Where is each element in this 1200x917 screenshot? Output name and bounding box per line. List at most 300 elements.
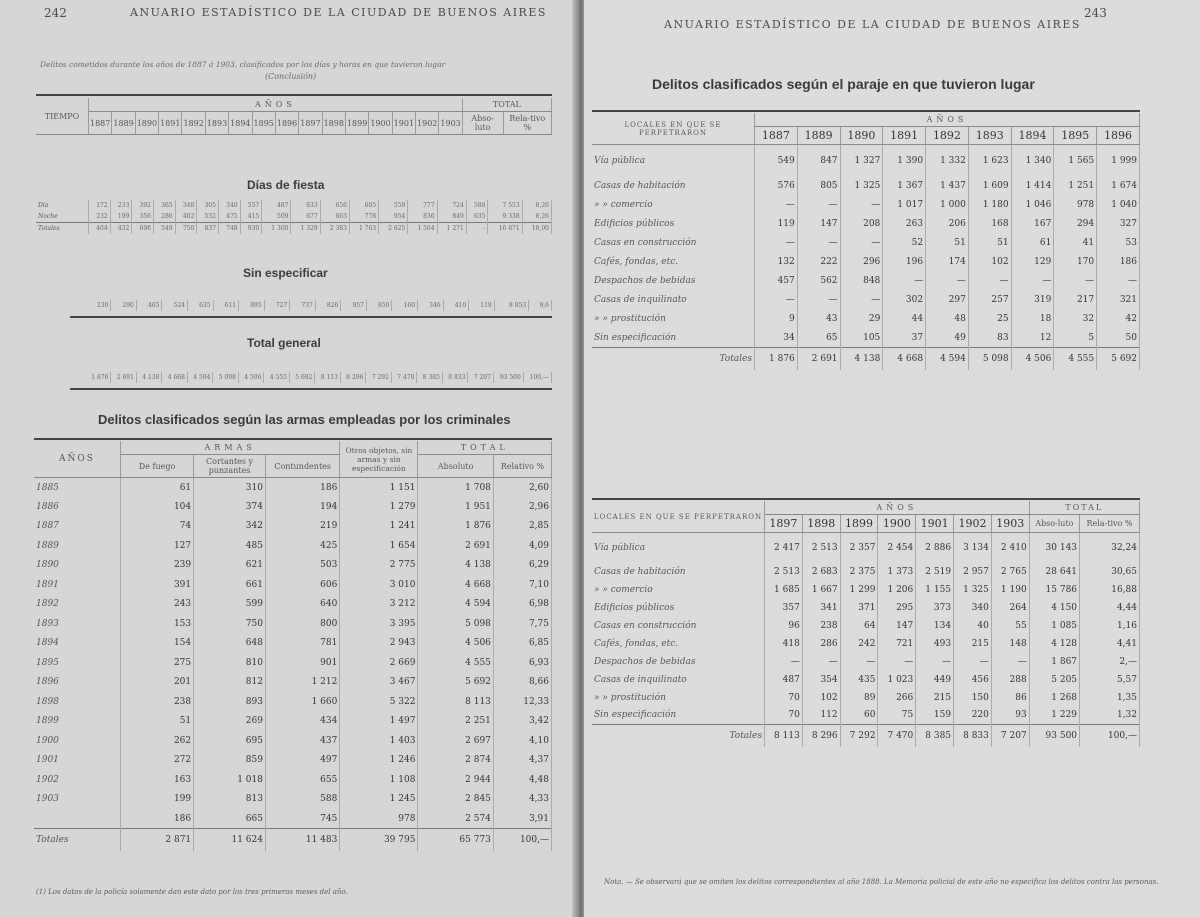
data-cell: 119 — [469, 300, 495, 311]
total-cell: 11 624 — [194, 829, 266, 851]
data-cell: 8 113 — [315, 372, 341, 383]
data-cell: 778 — [349, 211, 378, 223]
total-general-table — [86, 372, 552, 383]
data-cell: 168 — [968, 215, 1011, 234]
row-label: Edificios públicos — [592, 599, 765, 617]
total-cell: 65 773 — [418, 829, 493, 851]
totals-label: Totales — [592, 348, 755, 370]
data-cell: 1 327 — [840, 145, 883, 177]
data-cell: 1 299 — [840, 581, 878, 599]
data-cell: 557 — [240, 200, 262, 211]
data-cell: 4,10 — [493, 731, 551, 751]
data-cell: — — [1011, 272, 1054, 291]
dias-heading: Días de fiesta — [247, 178, 325, 192]
data-cell: 206 — [926, 215, 969, 234]
data-cell: 1 373 — [878, 563, 916, 581]
year-label: 1902 — [34, 770, 120, 790]
data-cell: 4 594 — [418, 595, 493, 615]
data-cell: 18,00 — [522, 223, 551, 235]
data-cell: 611 — [213, 300, 239, 311]
data-cell: 1 332 — [926, 145, 969, 177]
continued-note: (Conclusión) — [265, 72, 317, 81]
data-cell: 52 — [883, 234, 926, 253]
arms-row — [34, 634, 552, 654]
total-cell: 93 500 — [1029, 725, 1079, 747]
totals-row-2 — [592, 725, 1140, 747]
total-cell: 7 207 — [991, 725, 1029, 747]
year-header: 1903 — [439, 112, 462, 135]
arms-row — [34, 692, 552, 712]
data-cell: 365 — [153, 200, 175, 211]
data-cell: 1 414 — [1011, 177, 1054, 196]
locales-row — [592, 272, 1140, 291]
data-cell: 1 867 — [1029, 653, 1079, 671]
data-cell: 812 — [194, 673, 266, 693]
row-label: Edificios públicos — [592, 215, 755, 234]
data-cell: 1 000 — [926, 196, 969, 215]
total-cell: 2 691 — [797, 348, 840, 370]
data-cell: 18 — [1011, 310, 1054, 329]
data-cell: 978 — [340, 809, 418, 829]
data-cell: 437 — [265, 731, 339, 751]
data-cell: 44 — [883, 310, 926, 329]
data-cell: 96 — [765, 617, 803, 635]
rel-header: Rela-tivo % — [1080, 515, 1140, 533]
data-cell: 1 190 — [991, 581, 1029, 599]
year-header: 1894 — [229, 112, 252, 135]
row-label: » » prostitución — [592, 689, 765, 707]
sin-especificar-table — [86, 300, 552, 311]
data-cell: 275 — [120, 653, 193, 673]
year-label: 1901 — [34, 751, 120, 771]
data-cell: 1 180 — [968, 196, 1011, 215]
data-cell: 263 — [883, 215, 926, 234]
data-cell: 810 — [194, 653, 266, 673]
data-cell: 327 — [1097, 215, 1140, 234]
data-cell: 83 — [968, 329, 1011, 348]
data-cell: 5 692 — [289, 372, 315, 383]
data-cell: — — [926, 272, 969, 291]
year-header: 1896 — [1097, 127, 1140, 145]
rule — [70, 388, 552, 390]
year-header: 1889 — [797, 127, 840, 145]
total-cell: 4 138 — [840, 348, 883, 370]
year-header: 1898 — [802, 515, 840, 533]
data-cell: 7 553 — [488, 200, 522, 211]
data-cell: 150 — [954, 689, 992, 707]
data-cell: 837 — [197, 223, 219, 235]
total-cell: 4 668 — [883, 348, 926, 370]
data-cell: 129 — [1011, 253, 1054, 272]
data-cell: 978 — [1054, 196, 1097, 215]
data-cell: — — [765, 653, 803, 671]
data-cell: 957 — [341, 300, 367, 311]
data-cell: 29 — [840, 310, 883, 329]
data-cell: 2,60 — [493, 478, 551, 498]
arms-row — [34, 790, 552, 810]
data-cell: 750 — [194, 614, 266, 634]
total-cell: 100,— — [1080, 725, 1140, 747]
data-cell: 847 — [797, 145, 840, 177]
data-cell: 346 — [418, 300, 444, 311]
years-row — [36, 112, 552, 135]
total-cell: 4 506 — [1011, 348, 1054, 370]
locales-row — [592, 635, 1140, 653]
data-cell: 1 654 — [340, 536, 418, 556]
year-header: 1891 — [159, 112, 182, 135]
anos-header-1: AÑOS — [755, 113, 1140, 127]
data-cell: 102 — [968, 253, 1011, 272]
data-cell: 290 — [111, 300, 137, 311]
data-cell: 893 — [194, 692, 266, 712]
data-cell: 319 — [1011, 291, 1054, 310]
data-cell: 186 — [1097, 253, 1140, 272]
data-cell: 4,37 — [493, 751, 551, 771]
data-cell: 208 — [840, 215, 883, 234]
data-cell: 4 668 — [162, 372, 188, 383]
row-label: Casas en construcción — [592, 234, 755, 253]
locales-row — [592, 145, 1140, 177]
data-cell: 2 454 — [878, 533, 916, 563]
data-cell: 1 325 — [840, 177, 883, 196]
arms-table — [34, 441, 552, 851]
data-cell: — — [968, 272, 1011, 291]
data-cell: 2 683 — [802, 563, 840, 581]
data-cell: 8 833 — [442, 372, 468, 383]
row-label: » » comercio — [592, 581, 765, 599]
locales-row — [592, 329, 1140, 348]
year-label: 1900 — [34, 731, 120, 751]
data-cell: 1 017 — [883, 196, 926, 215]
data-cell: — — [916, 653, 954, 671]
year-label: 1898 — [34, 692, 120, 712]
row-label: Casas de inquilinato — [592, 671, 765, 689]
year-header: 1889 — [112, 112, 135, 135]
year-header: 1901 — [916, 515, 954, 533]
data-cell: 112 — [802, 707, 840, 725]
locales-table-1 — [592, 113, 1140, 370]
data-cell: 220 — [954, 707, 992, 725]
data-cell: 4 506 — [238, 372, 264, 383]
data-cell: 404 — [89, 223, 111, 235]
data-cell: — — [755, 196, 798, 215]
arms-row — [34, 536, 552, 556]
total-cell: 4 555 — [1054, 348, 1097, 370]
data-cell: 4 138 — [136, 372, 162, 383]
data-cell: 32 — [1054, 310, 1097, 329]
data-cell: 1 685 — [765, 581, 803, 599]
data-cell: 1,16 — [1080, 617, 1140, 635]
data-cell: 239 — [120, 556, 193, 576]
row-label: Totales — [36, 223, 89, 235]
data-cell: 222 — [797, 253, 840, 272]
data-cell: 6,29 — [493, 556, 551, 576]
data-cell: 2 697 — [418, 731, 493, 751]
data-cell: 257 — [968, 291, 1011, 310]
dias-row — [36, 223, 552, 235]
data-cell: 159 — [916, 707, 954, 725]
data-cell: — — [755, 291, 798, 310]
data-cell: 28 641 — [1029, 563, 1079, 581]
data-cell: 127 — [120, 536, 193, 556]
data-cell: 340 — [218, 200, 240, 211]
time-table-header — [36, 98, 552, 135]
dias-row — [36, 211, 552, 223]
data-cell: 7,10 — [493, 575, 551, 595]
arms-anos-header: AÑOS — [34, 441, 120, 478]
data-cell: 1 497 — [340, 712, 418, 732]
year-label — [34, 809, 120, 829]
row-label: Vía pública — [592, 533, 765, 563]
data-cell: 1,32 — [1080, 707, 1140, 725]
data-cell: 49 — [926, 329, 969, 348]
locales-row — [592, 707, 1140, 725]
rule — [592, 498, 1140, 500]
data-cell: 172 — [89, 200, 111, 211]
data-cell: 648 — [194, 634, 266, 654]
locales-row — [592, 310, 1140, 329]
left-page — [0, 0, 578, 917]
data-cell: 4,48 — [493, 770, 551, 790]
year-header: 1900 — [369, 112, 392, 135]
running-head-right: ANUARIO ESTADÍSTICO DE LA CIUDAD DE BUENOS AIRES — [664, 18, 1081, 31]
data-cell: 5 098 — [213, 372, 239, 383]
data-cell: 4 128 — [1029, 635, 1079, 653]
locales-row — [592, 533, 1140, 563]
data-cell: 487 — [262, 200, 291, 211]
data-cell: 895 — [239, 300, 265, 311]
data-cell: 243 — [120, 595, 193, 615]
data-cell: 147 — [878, 617, 916, 635]
data-cell: 2 765 — [991, 563, 1029, 581]
arms-row — [34, 712, 552, 732]
data-cell: 8 113 — [418, 692, 493, 712]
data-cell: 238 — [802, 617, 840, 635]
data-cell: 826 — [315, 300, 341, 311]
data-cell: 410 — [443, 300, 469, 311]
data-cell: 217 — [1054, 291, 1097, 310]
data-cell: 813 — [194, 790, 266, 810]
data-cell: 415 — [240, 211, 262, 223]
data-cell: 1 390 — [883, 145, 926, 177]
data-cell: 2 669 — [340, 653, 418, 673]
locales-row — [592, 671, 1140, 689]
data-cell: 1 040 — [1097, 196, 1140, 215]
data-cell: — — [797, 234, 840, 253]
locales-table-2 — [592, 501, 1140, 747]
data-cell: 2 519 — [916, 563, 954, 581]
page-number-right: 243 — [1084, 6, 1107, 20]
data-cell: 781 — [265, 634, 339, 654]
data-cell: 6,93 — [493, 653, 551, 673]
data-cell: 635 — [187, 300, 213, 311]
year-label: 1894 — [34, 634, 120, 654]
data-cell: 635 — [466, 211, 488, 223]
data-cell: 12,33 — [493, 692, 551, 712]
data-cell: 509 — [262, 211, 291, 223]
relativo-header: Relativo % — [493, 455, 551, 478]
row-label: Sin especificación — [592, 329, 755, 348]
data-cell: 621 — [194, 556, 266, 576]
data-cell: 55 — [991, 617, 1029, 635]
anos-header-2: AÑOS — [765, 501, 1030, 515]
data-cell: — — [802, 653, 840, 671]
total-cell: 2 871 — [120, 829, 193, 851]
data-cell: 559 — [379, 200, 408, 211]
data-cell: 93 500 — [493, 372, 523, 383]
data-cell: 373 — [916, 599, 954, 617]
data-cell: 7 207 — [468, 372, 494, 383]
data-cell: 1 667 — [802, 581, 840, 599]
right-page — [584, 0, 1200, 917]
fuego-header: De fuego — [120, 455, 193, 478]
data-cell: 7 470 — [391, 372, 417, 383]
data-cell: 432 — [110, 223, 132, 235]
page-number-left: 242 — [44, 6, 67, 20]
data-cell: 5,57 — [1080, 671, 1140, 689]
data-cell: 51 — [926, 234, 969, 253]
data-cell: 633 — [291, 200, 320, 211]
data-cell: 199 — [120, 790, 193, 810]
data-cell: 41 — [1054, 234, 1097, 253]
data-cell: 340 — [954, 599, 992, 617]
data-cell: 4,41 — [1080, 635, 1140, 653]
data-cell: 2 383 — [320, 223, 349, 235]
data-cell: 1 609 — [968, 177, 1011, 196]
data-cell: 4 555 — [418, 653, 493, 673]
data-cell: 32,24 — [1080, 533, 1140, 563]
arms-totals-row — [34, 829, 552, 851]
data-cell: 661 — [194, 575, 266, 595]
arms-row — [34, 673, 552, 693]
data-cell: 391 — [120, 575, 193, 595]
data-cell: 1 023 — [878, 671, 916, 689]
data-cell: 310 — [194, 478, 266, 498]
data-cell: 42 — [1097, 310, 1140, 329]
locales-row — [592, 689, 1140, 707]
data-cell: — — [840, 234, 883, 253]
otros-header: Otros objetos, sin armas y sin especificación — [340, 441, 418, 478]
data-cell: 5 205 — [1029, 671, 1079, 689]
data-cell: 374 — [194, 497, 266, 517]
data-cell: 665 — [194, 809, 266, 829]
data-cell: 232 — [89, 211, 111, 223]
year-label: 1892 — [34, 595, 120, 615]
data-cell: 532 — [197, 211, 219, 223]
data-cell: 215 — [954, 635, 992, 653]
armas-header: ARMAS — [120, 441, 339, 455]
data-cell: 1 229 — [1029, 707, 1079, 725]
data-cell: 286 — [802, 635, 840, 653]
data-cell: 242 — [840, 635, 878, 653]
data-cell: 348 — [175, 200, 197, 211]
year-label: 1893 — [34, 614, 120, 634]
data-cell: 930 — [240, 223, 262, 235]
data-cell: 698 — [132, 223, 154, 235]
data-cell: 61 — [120, 478, 193, 498]
data-cell: 371 — [840, 599, 878, 617]
row-label: Vía pública — [592, 145, 755, 177]
data-cell: 9 — [755, 310, 798, 329]
data-cell: 727 — [264, 300, 290, 311]
data-cell: 1 212 — [265, 673, 339, 693]
data-cell: — — [883, 272, 926, 291]
year-label: 1886 — [34, 497, 120, 517]
data-cell: 8 385 — [417, 372, 443, 383]
row-label: Cafés, fondas, etc. — [592, 253, 755, 272]
data-cell: 51 — [120, 712, 193, 732]
dias-row — [36, 200, 552, 211]
data-cell: 230 — [86, 300, 111, 311]
year-header: 1893 — [968, 127, 1011, 145]
data-cell: 1,35 — [1080, 689, 1140, 707]
data-cell: 3 467 — [340, 673, 418, 693]
data-cell: 7,75 — [493, 614, 551, 634]
rule — [36, 94, 552, 96]
data-cell: 321 — [1097, 291, 1140, 310]
data-cell: 1 085 — [1029, 617, 1079, 635]
data-cell: 485 — [194, 536, 266, 556]
data-cell: 342 — [194, 517, 266, 537]
locales-row — [592, 177, 1140, 196]
data-cell: 100,— — [523, 372, 551, 383]
nota: Nota. — Se observará que se omiten los delitos correspondientes al año 1888. La Memoria policial de este año no especifica los delitos contra las personas. — [604, 878, 1159, 886]
data-cell: 2 357 — [840, 533, 878, 563]
data-cell: 4 668 — [418, 575, 493, 595]
arms-row — [34, 770, 552, 790]
data-cell: 2 957 — [954, 563, 992, 581]
locales-row — [592, 215, 1140, 234]
locales-row — [592, 653, 1140, 671]
year-label: 1895 — [34, 653, 120, 673]
data-cell: 503 — [265, 556, 339, 576]
data-cell: 1 876 — [418, 517, 493, 537]
data-cell: 5 098 — [418, 614, 493, 634]
data-cell: 524 — [162, 300, 188, 311]
data-cell: 74 — [120, 517, 193, 537]
data-cell: 2 410 — [991, 533, 1029, 563]
data-cell: 296 — [840, 253, 883, 272]
data-cell: 40 — [954, 617, 992, 635]
locales-row — [592, 581, 1140, 599]
data-cell: 3 134 — [954, 533, 992, 563]
data-cell: 148 — [991, 635, 1029, 653]
year-label: 1887 — [34, 517, 120, 537]
data-cell: 272 — [120, 751, 193, 771]
data-cell: 4 150 — [1029, 599, 1079, 617]
abs-header: Abso-luto — [1029, 515, 1079, 533]
data-cell: 354 — [802, 671, 840, 689]
data-cell: 2 845 — [418, 790, 493, 810]
year-header: 1890 — [135, 112, 158, 135]
data-cell: 174 — [926, 253, 969, 272]
locales-row — [592, 291, 1140, 310]
data-cell: 1 876 — [86, 372, 111, 383]
data-cell: 186 — [265, 478, 339, 498]
data-cell: 266 — [878, 689, 916, 707]
data-cell: 8,66 — [493, 673, 551, 693]
data-cell: 475 — [218, 211, 240, 223]
cortantes-header: Cortantes y punzantes — [194, 455, 266, 478]
data-cell: 65 — [797, 329, 840, 348]
data-cell: 43 — [797, 310, 840, 329]
data-cell: 4 555 — [264, 372, 290, 383]
data-cell: 1 674 — [1097, 177, 1140, 196]
data-cell: 4,33 — [493, 790, 551, 810]
data-cell: 160 — [392, 300, 418, 311]
rel-header: Rela-tivo % — [503, 112, 551, 135]
data-cell: 86 — [991, 689, 1029, 707]
